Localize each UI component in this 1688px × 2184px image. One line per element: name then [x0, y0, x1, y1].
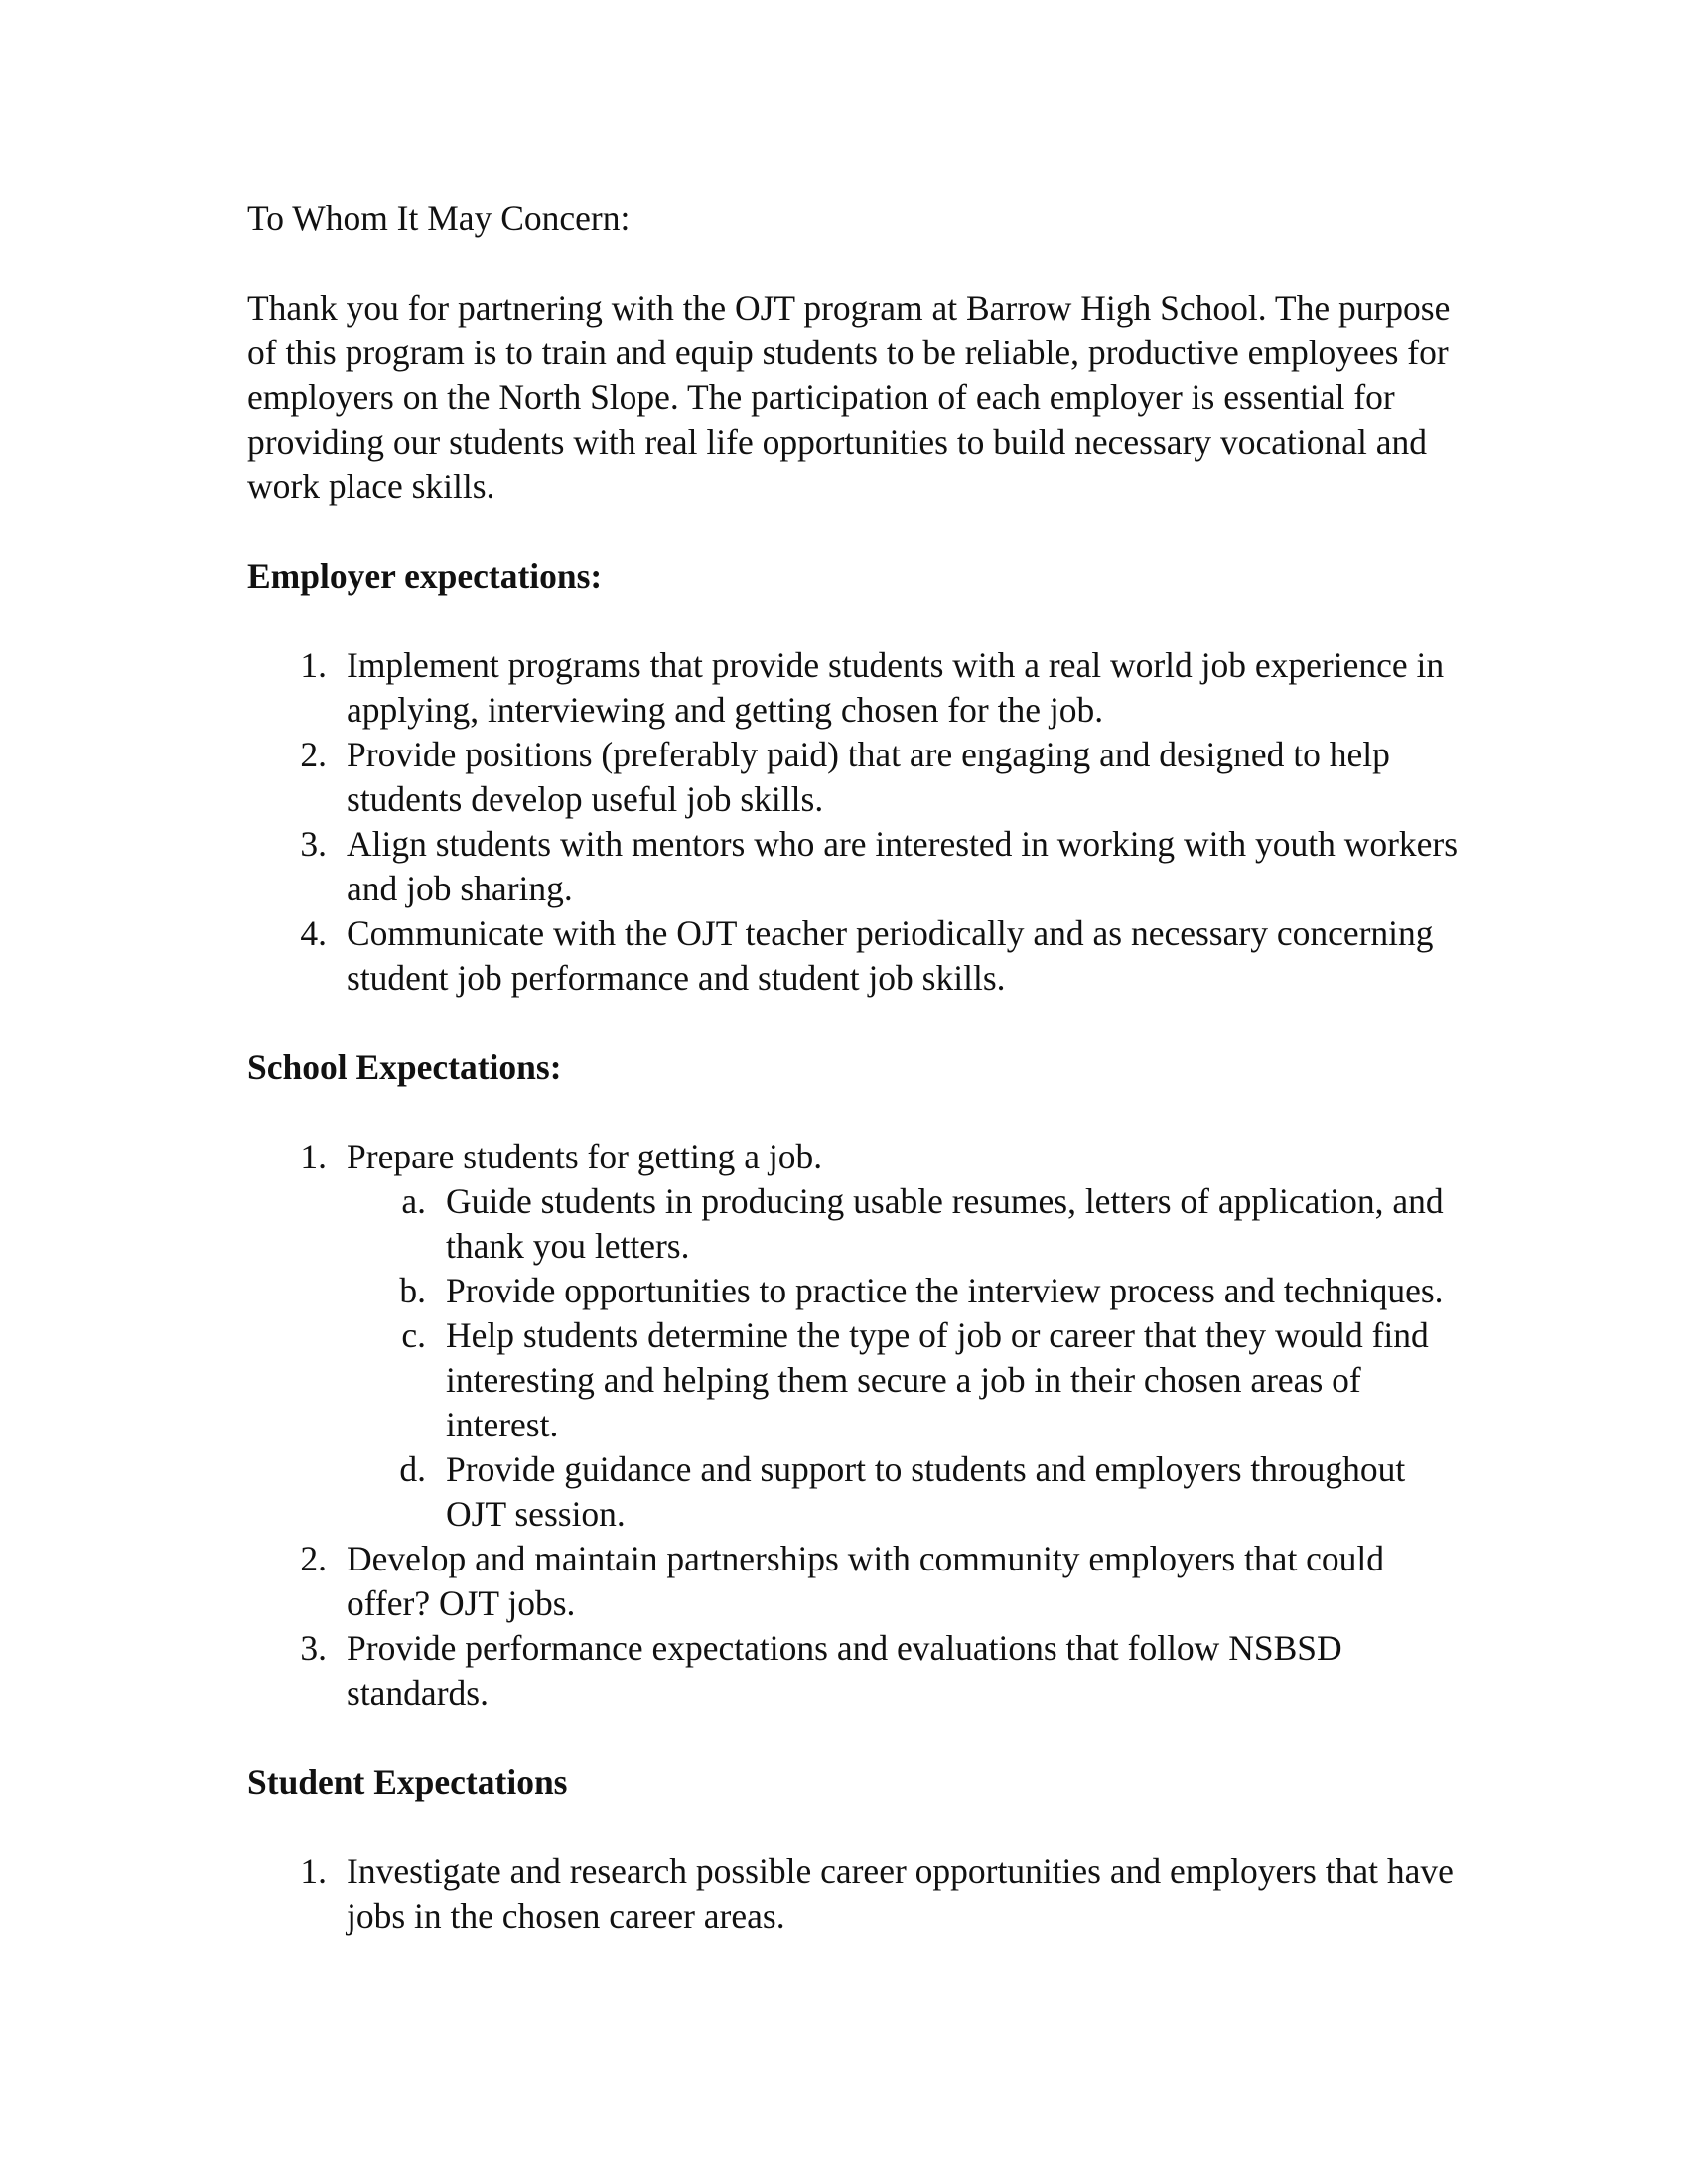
sub-list-item-text: Help students determine the type of job or career that they would find interesting and helping them secure a job in their chosen areas of interest. — [446, 1315, 1429, 1444]
list-marker: 2. — [300, 1539, 327, 1578]
sub-list-marker: c. — [401, 1315, 426, 1355]
list-item-text: Prepare students for getting a job. — [347, 1137, 823, 1176]
sub-list-marker: a. — [401, 1181, 426, 1221]
list-item-text: Provide positions (preferably paid) that are engaging and designed to help students develop useful job skills. — [347, 735, 1390, 819]
list-item-text: Investigate and research possible career opportunities and employers that have jobs in the chosen career areas. — [347, 1851, 1454, 1936]
list-item — [247, 1626, 1459, 1715]
list-item-text: Implement programs that provide students with a real world job experience in applying, interviewing and getting chosen for the job. — [347, 645, 1445, 730]
employer-expectations-heading: Employer expectations: — [247, 556, 603, 596]
school-sub-list — [347, 1179, 1459, 1537]
sub-list-item — [347, 1269, 1459, 1313]
sub-list-item-text: Guide students in producing usable resumes, letters of application, and thank you letters. — [446, 1181, 1444, 1266]
employer-expectations-list — [247, 643, 1459, 1001]
sub-list-item-text: Provide guidance and support to students and employers throughout OJT session. — [446, 1449, 1406, 1534]
list-item — [247, 643, 1459, 733]
letter-intro-paragraph: Thank you for partnering with the OJT program at Barrow High School. The purpose of this program is to train and equip students to be reliable, productive employees for employers on the North Slope. The participation of each employer is essential for providing our students with real life opportunities to build necessary vocational and work place skills. — [247, 288, 1451, 506]
sub-list-item — [347, 1179, 1459, 1269]
sub-list-item-text: Provide opportunities to practice the interview process and techniques. — [446, 1271, 1444, 1310]
list-item — [247, 911, 1459, 1001]
student-expectations-heading: Student Expectations — [247, 1762, 568, 1802]
list-marker: 4. — [300, 913, 327, 953]
list-item — [247, 733, 1459, 822]
sub-list-item — [347, 1447, 1459, 1537]
list-item — [247, 1849, 1459, 1939]
list-marker: 1. — [300, 1851, 327, 1891]
list-item-text: Develop and maintain partnerships with community employers that could offer? OJT jobs. — [347, 1539, 1385, 1623]
list-item — [247, 822, 1459, 911]
list-marker: 1. — [300, 645, 327, 685]
list-marker: 2. — [300, 735, 327, 774]
list-item-text: Communicate with the OJT teacher periodically and as necessary concerning student job performance and student job skills. — [347, 913, 1434, 998]
school-expectations-heading: School Expectations: — [247, 1047, 562, 1087]
list-marker: 1. — [300, 1137, 327, 1176]
list-marker: 3. — [300, 824, 327, 864]
sub-list-marker: d. — [399, 1449, 426, 1489]
list-marker: 3. — [300, 1628, 327, 1668]
list-item-text: Align students with mentors who are interested in working with youth workers and job sharing. — [347, 824, 1459, 908]
sub-list-item — [347, 1313, 1459, 1447]
school-expectations-list — [247, 1135, 1459, 1715]
list-item — [247, 1135, 1459, 1537]
sub-list-marker: b. — [399, 1271, 426, 1310]
letter-page — [247, 197, 1459, 1939]
letter-greeting: To Whom It May Concern: — [247, 199, 631, 238]
list-item — [247, 1537, 1459, 1626]
list-item-text: Provide performance expectations and evaluations that follow NSBSD standards. — [347, 1628, 1342, 1712]
student-expectations-list — [247, 1849, 1459, 1939]
